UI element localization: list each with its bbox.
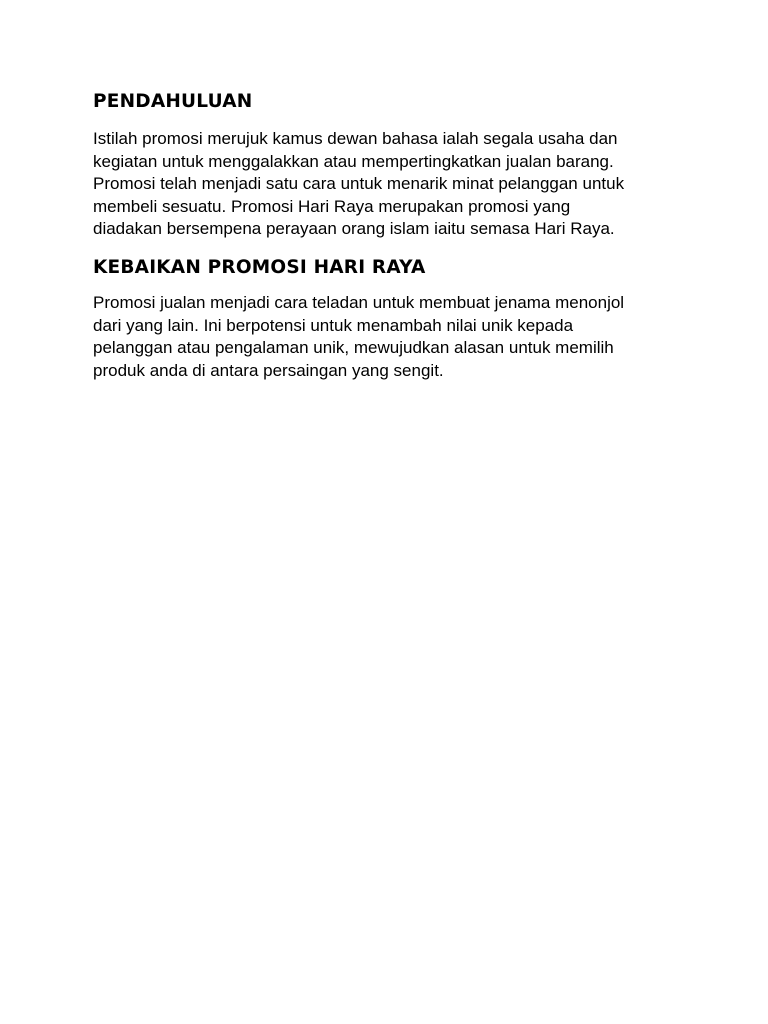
paragraph-line: membeli sesuatu. Promosi Hari Raya merupakan promosi yang bbox=[93, 196, 571, 216]
paragraph-line: kegiatan untuk menggalakkan atau mempertingkatkan jualan barang. bbox=[93, 151, 614, 171]
paragraph-line: Promosi jualan menjadi cara teladan untuk membuat jenama menonjol bbox=[93, 292, 625, 312]
section-heading-kebaikan: KEBAIKAN PROMOSI HARI RAYA bbox=[93, 256, 426, 278]
paragraph-line: dari yang lain. Ini berpotensi untuk menambah nilai unik kepada bbox=[93, 315, 574, 335]
paragraph-line: produk anda di antara persaingan yang sengit. bbox=[93, 360, 444, 380]
paragraph-line: diadakan bersempena perayaan orang islam iaitu semasa Hari Raya. bbox=[93, 219, 615, 239]
document-body bbox=[93, 89, 673, 382]
paragraph-line: Istilah promosi merujuk kamus dewan bahasa ialah segala usaha dan bbox=[93, 129, 618, 148]
paragraph-line: Promosi telah menjadi satu cara untuk menarik minat pelanggan untuk bbox=[93, 174, 625, 194]
section-heading-pendahuluan: PENDAHULUAN bbox=[93, 91, 253, 112]
section-paragraph-pendahuluan bbox=[93, 128, 673, 241]
section-paragraph-kebaikan bbox=[93, 292, 673, 382]
paragraph-line: pelanggan atau pengalaman unik, mewujudkan alasan untuk memilih bbox=[93, 338, 614, 358]
